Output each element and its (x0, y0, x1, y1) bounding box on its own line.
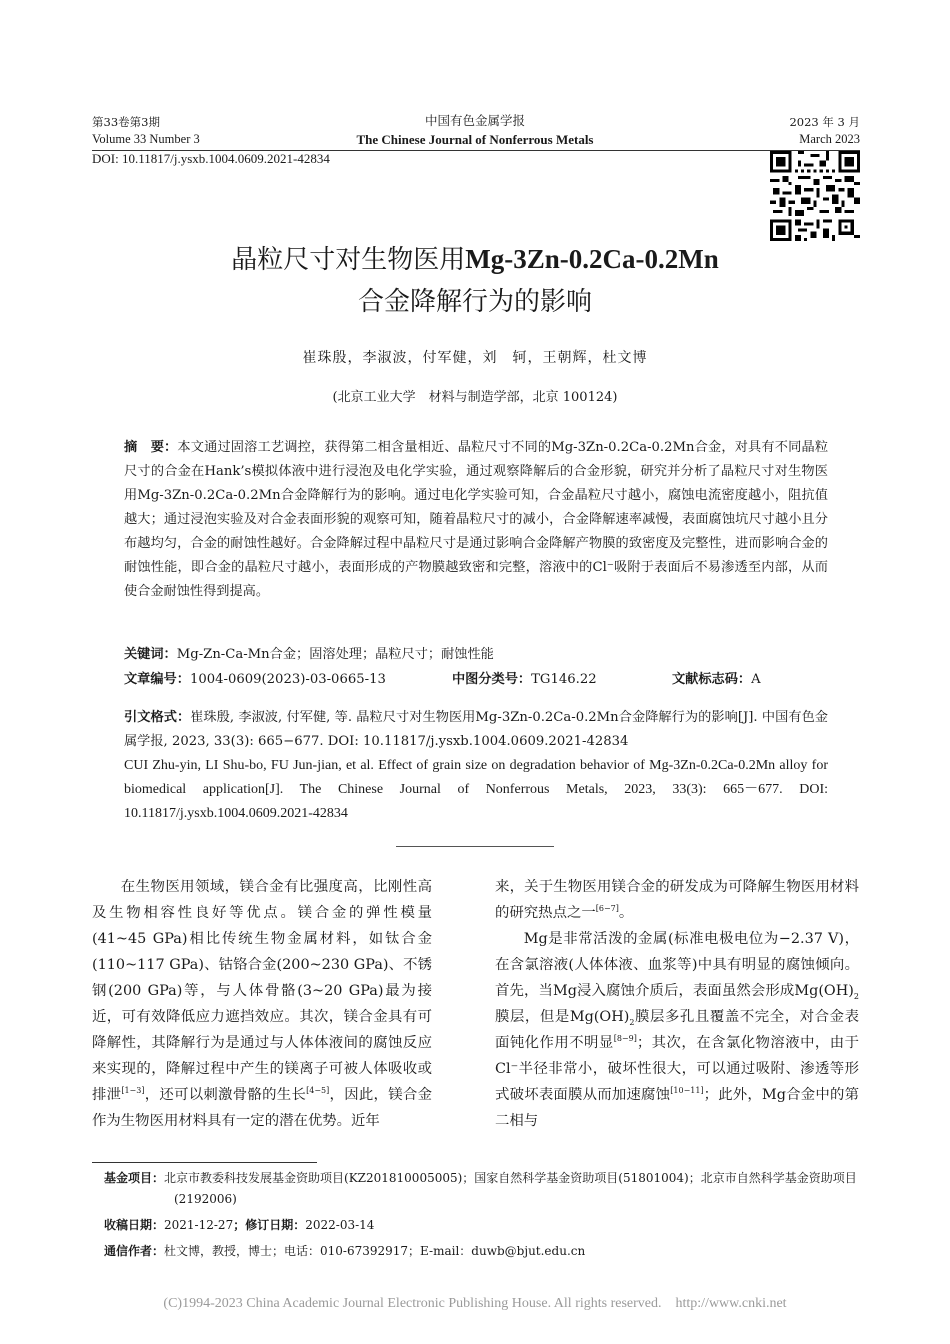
reference-mark: [10−11] (670, 1086, 704, 1095)
affiliation: (北京工业大学 材料与制造学部，北京 100124) (332, 390, 618, 405)
title-line2: 合金降解行为的影响 (357, 287, 592, 317)
section-divider (396, 846, 554, 847)
citation-cn: 崔珠殷, 李淑波, 付军健, 等. 晶粒尺寸对生物医用Mg-3Zn-0.2Ca-0.2Mn合金降解行为的影响[J]. 中国有色金属学报, 2023, 33(3): 665−677. DOI: 10.11817/j.ysxb.1004.0609.2021-42834 (124, 710, 828, 749)
abstract (124, 436, 828, 604)
reference-mark: [6−7] (595, 904, 619, 913)
keywords (124, 643, 828, 667)
copyright-notice: (C)1994-2023 China Academic Journal Electronic Publishing House. All rights reserved. http://www.cnki.net (163, 1296, 787, 1311)
qr-code-icon (770, 151, 860, 241)
abstract-label: 摘 要： (124, 440, 178, 455)
clc-number: 中图分类号：TG146.22 (452, 672, 597, 687)
issue-cn: 第33卷第3期 (92, 115, 160, 129)
abstract-text: 本文通过固溶工艺调控，获得第二相含量相近、晶粒尺寸不同的Mg-3Zn-0.2Ca-0.2Mn合金，对具有不同晶粒尺寸的合金在Hank’s模拟体液中进行浸泡及电化学实验，通过观察降解后的合金形貌，研究并分析了晶粒尺寸对生物医用Mg-3Zn-0.2Ca-0.2Mn合金降解行为的影响。通过电化学实验可知，合金晶粒尺寸越小，腐蚀电流密度越小，阻抗值越大；通过浸泡实验及对合金表面形貌的观察可知，随着晶粒尺寸的减小，合金降解速率减慢，表面腐蚀坑尺寸越小且分布越均匀，合金的耐蚀性越好。合金降解过程中晶粒尺寸是通过影响合金降解产物膜的致密度及完整性，进而影响合金的耐蚀性能，即合金的晶粒尺寸越小，表面形成的产物膜越致密和完整，溶液中的Cl⁻吸附于表面后不易渗透至内部，从而使合金耐蚀性得到提高。 (124, 440, 829, 599)
corresponding-author: 通信作者：杜文博，教授，博士；电话：010-67392917；E-mail：duwb@bjut.edu.cn (104, 1244, 586, 1258)
fund-info: 基金项目：北京市教委科技发展基金资助项目(KZ201810005005)；国家自然科学基金资助项目(51801004)；北京市自然科学基金资助项目(2192006) (104, 1171, 857, 1206)
footnote-rule (92, 1162, 317, 1163)
citation-en: CUI Zhu-yin, LI Shu-bo, FU Jun-jian, et al. Effect of grain size on degradation behavior of Mg-3Zn-0.2Ca-0.2Mn alloy for biomedical application[J]. The Chinese Journal of Nonferrous Metals, 2023, 33(3): 665－677. DOI: 10.11817/j.ysxb.1004.0609.2021-42834 (124, 758, 828, 821)
keywords-label: 关键词： (124, 647, 177, 662)
issue-en: Volume 33 Number 3 (92, 132, 200, 146)
author-list: 崔珠殷，李淑波，付军健，刘 轲，王朝辉，杜文博 (302, 350, 648, 366)
title-line1-cn: 晶粒尺寸对生物医用 (231, 245, 466, 275)
reference-mark: [4−5] (306, 1086, 330, 1095)
body-column-left (92, 874, 432, 1134)
dates-info: 收稿日期：2021-12-27；修订日期：2022-03-14 (104, 1218, 375, 1232)
body-column-right (495, 874, 859, 1134)
article-title (0, 238, 950, 323)
document-code: 文献标志码：A (672, 672, 761, 687)
journal-cn: 中国有色金属学报 (424, 113, 525, 128)
date-cn: 2023 年 3 月 (789, 115, 860, 129)
footnotes (104, 1168, 860, 1267)
journal-en: The Chinese Journal of Nonferrous Metals (356, 132, 594, 147)
reference-mark: [8−9] (613, 1034, 637, 1043)
citation-format (124, 706, 828, 826)
article-number: 文章编号：1004-0609(2023)-03-0665-13 (124, 672, 386, 687)
body-paragraph: 在生物医用领域，镁合金有比强度高，比刚性高及生物相容性良好等优点。镁合金的弹性模量(41~45 GPa)相比传统生物金属材料，如钛合金(110~117 GPa)、钴铬合金(200~230 GPa)、不锈钢(200 GPa)等，与人体骨骼(3~20 GPa)最为接近，可有效降低应力遮挡效应。其次，镁合金具有可降解性，其降解行为是通过与人体体液间的腐蚀反应来实现的，降解过程中产生的镁离子可被人体吸收或排泄[1−3]，还可以刺激骨骼的生长[4−5]，因此，镁合金作为生物医用材料具有一定的潜在优势。近年 (92, 879, 432, 1129)
keywords-text: Mg-Zn-Ca-Mn合金；固溶处理；晶粒尺寸；耐蚀性能 (176, 647, 494, 662)
body-paragraph: 来，关于生物医用镁合金的研发成为可降解生物医用材料的研究热点之一[6−7]。 (495, 879, 859, 921)
citation-label: 引文格式： (124, 710, 191, 725)
body-paragraph: Mg是非常活泼的金属(标准电极电位为−2.37 V)，在含氯溶液(人体体液、血浆等)中具有明显的腐蚀倾向。首先，当Mg浸入腐蚀介质后，表面虽然会形成$Mg(OH)_2$膜层，但是$Mg(OH)_2$膜层多孔且覆盖不完全，对合金表面钝化作用不明显[8−9]；其次，在含氯化物溶液中，由于Cl⁻半径非常小，破坏性很大，可以通过吸附、渗透等形式破坏表面膜从而加速腐蚀[10−11]；此外，Mg合金中的第二相与 (495, 931, 859, 1129)
header-date (789, 114, 860, 148)
title-line1-alloy: Mg-3Zn-0.2Ca-0.2Mn (465, 244, 719, 274)
date-en: March 2023 (799, 132, 860, 146)
doi: DOI: 10.11817/j.ysxb.1004.0609.2021-42834 (92, 151, 330, 166)
reference-mark: [1−3] (121, 1086, 145, 1095)
